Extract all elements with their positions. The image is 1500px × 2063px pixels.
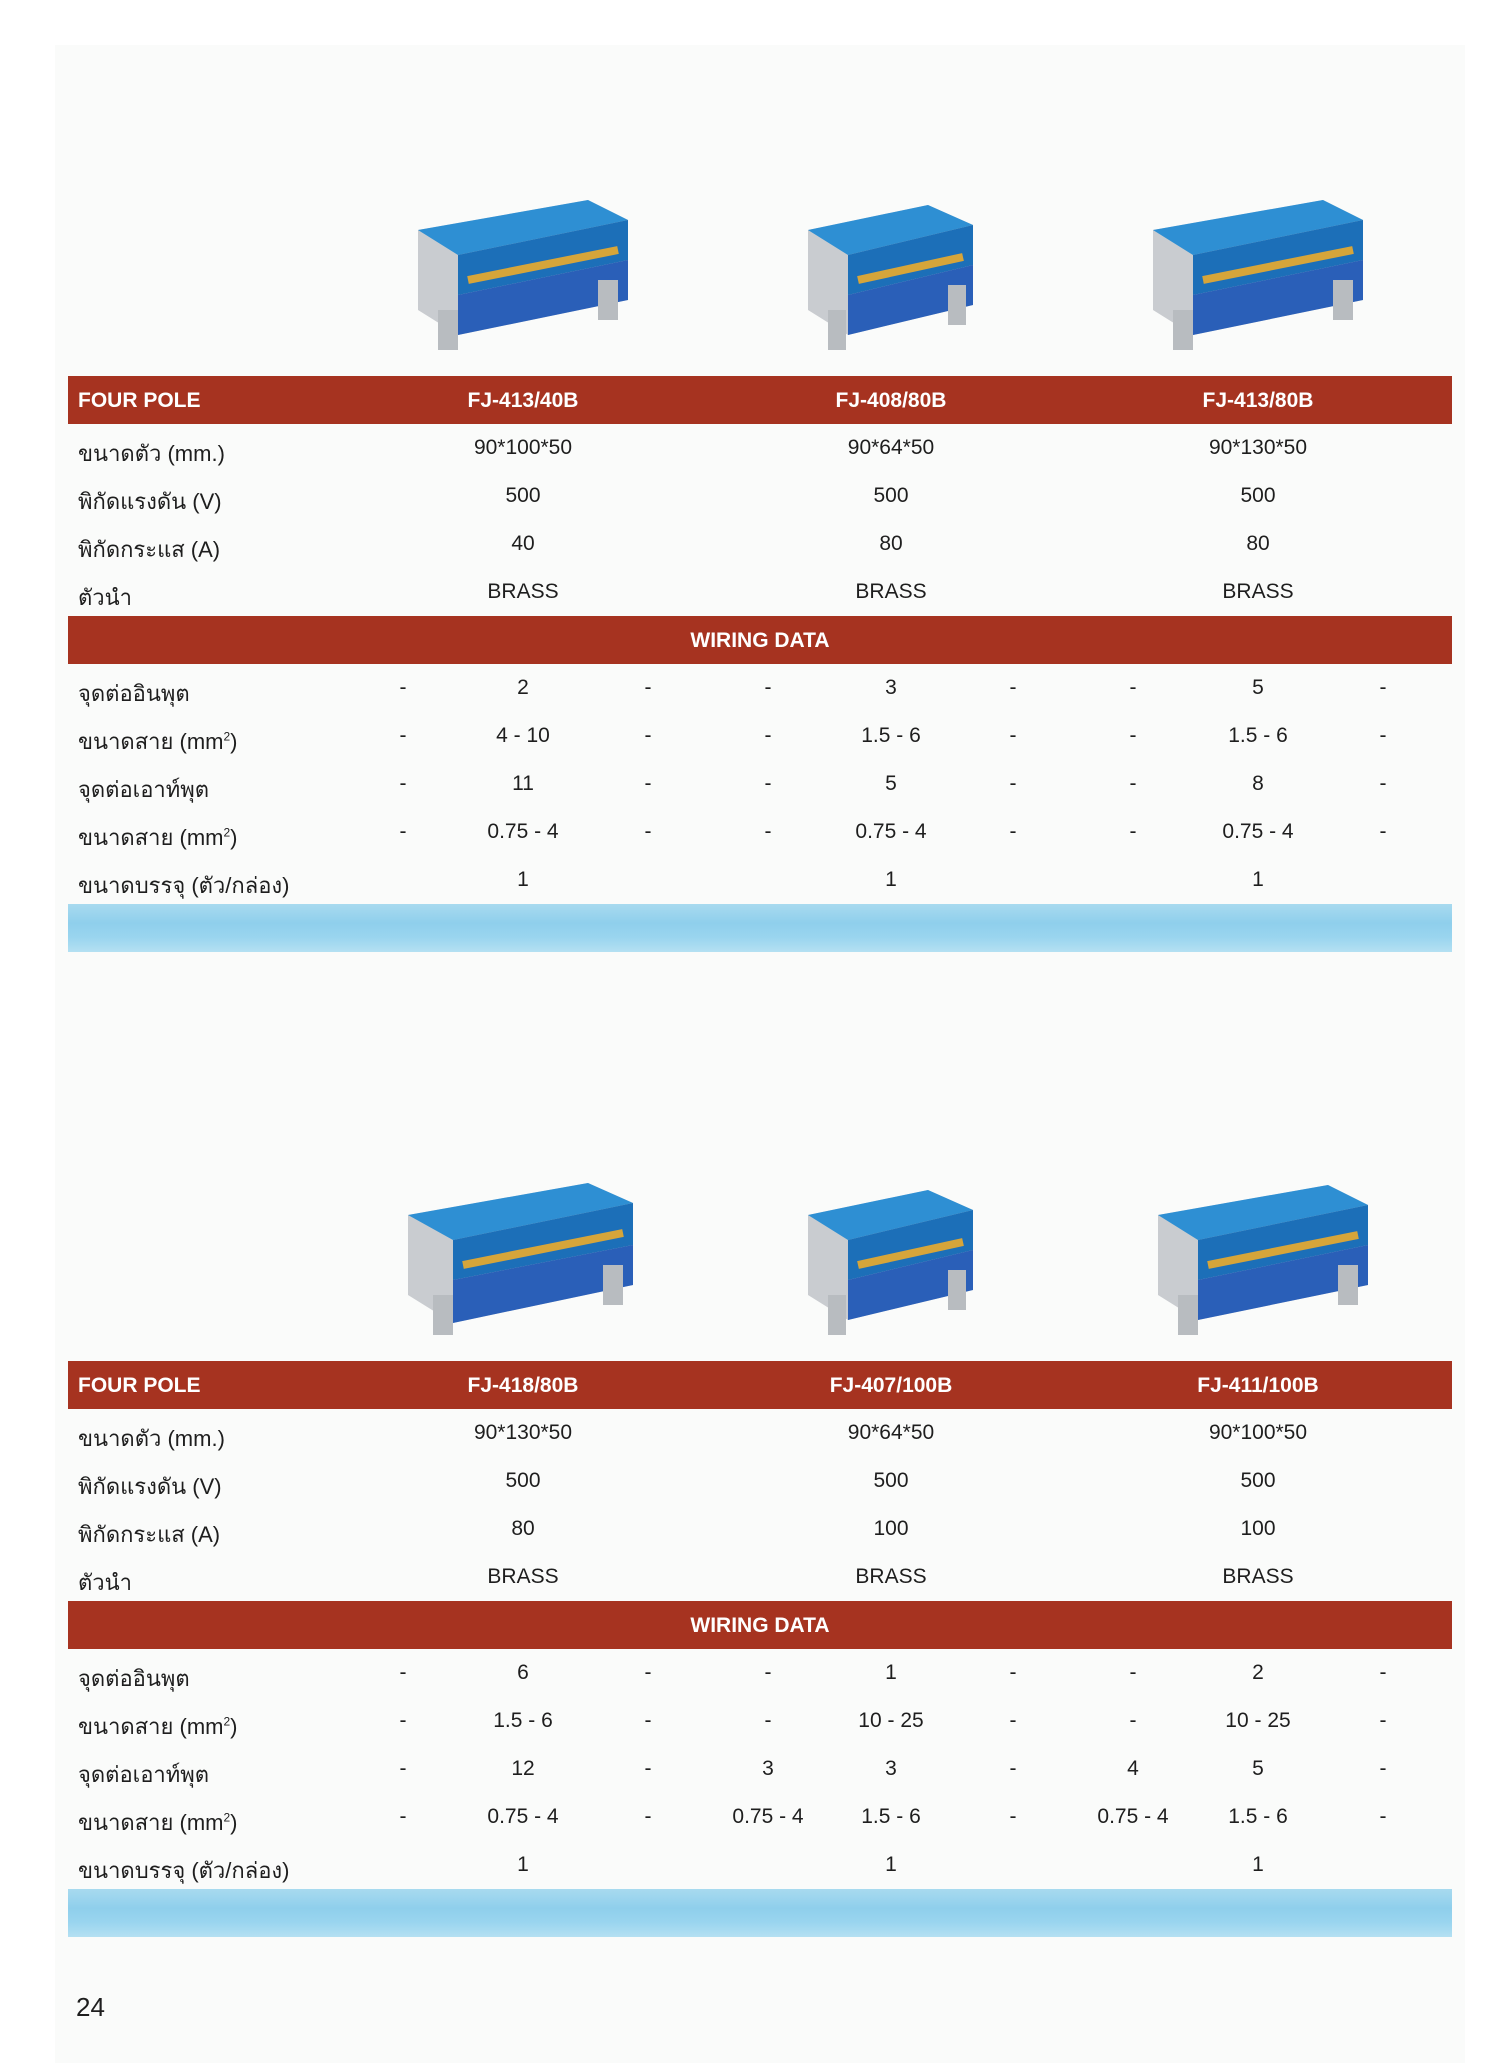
wiring-dash: - — [1129, 1709, 1137, 1732]
series-title: FOUR POLE — [78, 389, 201, 412]
wiring-value: 3 — [885, 676, 897, 699]
wiring-label: ขนาดบรรจุ (ตัว/กล่อง) — [78, 873, 290, 898]
wiring-data-title: WIRING DATA — [690, 1614, 830, 1637]
spec-value: 500 — [873, 1469, 909, 1492]
wiring-row — [68, 856, 1452, 904]
blue-band — [68, 904, 1452, 952]
wiring-value: 8 — [1252, 772, 1264, 795]
wiring-dash: - — [644, 1805, 652, 1828]
spec-label: ตัวนำ — [78, 1570, 133, 1595]
wiring-dash: - — [399, 772, 407, 795]
spec-value: 90*130*50 — [1208, 436, 1308, 459]
wiring-value: 1 — [517, 868, 529, 891]
spec-value: 100 — [873, 1517, 909, 1540]
spec-value: BRASS — [1222, 1565, 1294, 1588]
spec-value: 90*130*50 — [473, 1421, 573, 1444]
wiring-value: 1 — [885, 868, 897, 891]
wiring-label: จุดต่อเอาท์พุต — [78, 1762, 210, 1787]
wiring-dash: - — [644, 724, 652, 747]
wiring-dash: - — [1129, 820, 1137, 843]
model-name: FJ-407/100B — [829, 1374, 953, 1397]
spec-value: 500 — [505, 484, 541, 507]
spec-value: BRASS — [487, 1565, 559, 1588]
wiring-dash: - — [1379, 820, 1387, 843]
spec-label: ขนาดตัว (mm.) — [78, 441, 225, 466]
wiring-row — [68, 760, 1452, 808]
wiring-value: 6 — [517, 1661, 529, 1684]
table-header — [68, 1361, 1452, 1409]
model-name: FJ-418/80B — [467, 1374, 579, 1397]
wiring-dash: - — [764, 1661, 772, 1684]
wiring-label: ขนาดสาย $(mm^2)$ — [78, 825, 238, 850]
wiring-dash: - — [399, 1757, 407, 1780]
wiring-row — [68, 1793, 1452, 1841]
product-section-1 — [68, 160, 1452, 952]
wiring-label: จุดต่อเอาท์พุต — [78, 777, 210, 802]
wiring-value: 4 - 10 — [496, 724, 550, 747]
wiring-label: ขนาดสาย $(mm^2)$ — [78, 729, 238, 754]
wiring-value: 10 - 25 — [1225, 1709, 1291, 1732]
terminal-block-photo — [393, 1145, 643, 1345]
wiring-dash: - — [644, 772, 652, 795]
wiring-dash: - — [1379, 676, 1387, 699]
spec-row — [68, 568, 1452, 616]
wiring-value: 0.75 - 4 — [732, 1805, 804, 1828]
wiring-label: ขนาดสาย $(mm^2)$ — [78, 1714, 238, 1739]
wiring-dash: - — [644, 1709, 652, 1732]
terminal-block-photo — [788, 160, 988, 360]
wiring-row — [68, 808, 1452, 856]
wiring-value: 4 — [1127, 1757, 1139, 1780]
wiring-dash: - — [1379, 1757, 1387, 1780]
blue-band — [68, 1889, 1452, 1937]
spec-row — [68, 520, 1452, 568]
wiring-value: 2 — [1252, 1661, 1264, 1684]
wiring-row — [68, 664, 1452, 712]
terminal-block-photo — [1133, 160, 1373, 360]
spec-row — [68, 1457, 1452, 1505]
wiring-dash: - — [1009, 1709, 1017, 1732]
wiring-dash: - — [644, 820, 652, 843]
spec-value: 80 — [511, 1517, 535, 1540]
wiring-label: จุดต่ออินพุต — [78, 681, 190, 706]
spec-value: BRASS — [1222, 580, 1294, 603]
wiring-dash: - — [1129, 772, 1137, 795]
wiring-value: 1 — [1252, 1853, 1264, 1876]
spec-label: ขนาดตัว (mm.) — [78, 1426, 225, 1451]
wiring-label: จุดต่ออินพุต — [78, 1666, 190, 1691]
spec-label: พิกัดแรงดัน (V) — [78, 489, 222, 514]
wiring-value: 0.75 - 4 — [1097, 1805, 1169, 1828]
wiring-value: 11 — [512, 772, 534, 795]
wiring-data-header — [68, 616, 1452, 664]
wiring-value: 1 — [517, 1853, 529, 1876]
wiring-dash: - — [1009, 1805, 1017, 1828]
wiring-dash: - — [399, 724, 407, 747]
wiring-dash: - — [1379, 724, 1387, 747]
series-title: FOUR POLE — [78, 1374, 201, 1397]
wiring-value: 1 — [885, 1853, 897, 1876]
model-name: FJ-413/80B — [1202, 389, 1314, 412]
spec-value: BRASS — [855, 1565, 927, 1588]
wiring-row — [68, 1649, 1452, 1697]
wiring-dash: - — [764, 1709, 772, 1732]
terminal-block-photo — [398, 160, 638, 360]
page-number: 24 — [76, 1992, 105, 2022]
model-name: FJ-408/80B — [835, 389, 947, 412]
terminal-block-photo — [788, 1145, 988, 1345]
spec-value: 90*64*50 — [847, 1421, 935, 1444]
spec-value: 90*100*50 — [473, 436, 573, 459]
wiring-value: 1 — [885, 1661, 897, 1684]
wiring-dash: - — [1129, 676, 1137, 699]
spec-value: 100 — [1240, 1517, 1276, 1540]
wiring-value: 0.75 - 4 — [487, 820, 559, 843]
wiring-value: 1.5 - 6 — [1228, 1805, 1288, 1828]
wiring-dash: - — [1379, 1709, 1387, 1732]
spec-row — [68, 1553, 1452, 1601]
spec-value: 90*64*50 — [847, 436, 935, 459]
wiring-value: 1.5 - 6 — [861, 724, 921, 747]
spec-value: 90*100*50 — [1208, 1421, 1308, 1444]
wiring-value: 1.5 - 6 — [493, 1709, 553, 1732]
wiring-dash: - — [399, 1661, 407, 1684]
spec-value: 80 — [1246, 532, 1270, 555]
wiring-row — [68, 1745, 1452, 1793]
wiring-dash: - — [1379, 772, 1387, 795]
spec-value: 40 — [511, 532, 535, 555]
wiring-dash: - — [764, 676, 772, 699]
spec-value: BRASS — [487, 580, 559, 603]
wiring-dash: - — [1009, 1757, 1017, 1780]
spec-value: 500 — [873, 484, 909, 507]
model-name: FJ-413/40B — [467, 389, 579, 412]
wiring-value: 5 — [1252, 1757, 1264, 1780]
wiring-row — [68, 1841, 1452, 1889]
wiring-value: 0.75 - 4 — [487, 1805, 559, 1828]
wiring-dash: - — [764, 772, 772, 795]
wiring-dash: - — [399, 1709, 407, 1732]
wiring-value: 2 — [517, 676, 529, 699]
wiring-value: 1.5 - 6 — [1228, 724, 1288, 747]
wiring-dash: - — [399, 1805, 407, 1828]
terminal-block-photo — [1138, 1145, 1378, 1345]
spec-row — [68, 1505, 1452, 1553]
spec-label: พิกัดกระแส (A) — [78, 1522, 221, 1547]
wiring-dash: - — [644, 676, 652, 699]
spec-label: พิกัดแรงดัน (V) — [78, 1474, 222, 1499]
wiring-dash: - — [644, 1661, 652, 1684]
wiring-table — [68, 664, 1452, 904]
spec-row — [68, 472, 1452, 520]
product-section-2 — [68, 1145, 1452, 1937]
wiring-label: ขนาดสาย $(mm^2)$ — [78, 1810, 238, 1835]
product-photos — [68, 1145, 1452, 1361]
model-name: FJ-411/100B — [1197, 1374, 1319, 1397]
wiring-row — [68, 1697, 1452, 1745]
spec-row — [68, 1409, 1452, 1457]
wiring-dash: - — [1009, 724, 1017, 747]
wiring-dash: - — [1379, 1805, 1387, 1828]
spec-label: ตัวนำ — [78, 585, 133, 610]
wiring-dash: - — [1379, 1661, 1387, 1684]
product-photos — [68, 160, 1452, 376]
wiring-value: 1.5 - 6 — [861, 1805, 921, 1828]
wiring-row — [68, 712, 1452, 760]
wiring-dash: - — [399, 820, 407, 843]
wiring-table — [68, 1649, 1452, 1889]
wiring-dash: - — [1009, 676, 1017, 699]
spec-value: 500 — [1240, 484, 1276, 507]
table-header — [68, 376, 1452, 424]
wiring-data-header — [68, 1601, 1452, 1649]
wiring-dash: - — [399, 676, 407, 699]
wiring-value: 3 — [762, 1757, 774, 1780]
wiring-value: 12 — [511, 1757, 535, 1780]
wiring-dash: - — [1009, 772, 1017, 795]
spec-value: 500 — [1240, 1469, 1276, 1492]
wiring-value: 10 - 25 — [858, 1709, 924, 1732]
wiring-value: 5 — [885, 772, 897, 795]
wiring-dash: - — [1129, 724, 1137, 747]
spec-row — [68, 424, 1452, 472]
spec-value: BRASS — [855, 580, 927, 603]
wiring-value: 0.75 - 4 — [1222, 820, 1294, 843]
spec-value: 80 — [879, 532, 903, 555]
spec-value: 500 — [505, 1469, 541, 1492]
wiring-dash: - — [1009, 820, 1017, 843]
wiring-value: 5 — [1252, 676, 1264, 699]
wiring-dash: - — [644, 1757, 652, 1780]
wiring-value: 3 — [885, 1757, 897, 1780]
wiring-data-title: WIRING DATA — [690, 629, 830, 652]
wiring-dash: - — [1129, 1661, 1137, 1684]
wiring-dash: - — [764, 820, 772, 843]
wiring-dash: - — [1009, 1661, 1017, 1684]
wiring-dash: - — [764, 724, 772, 747]
wiring-value: 0.75 - 4 — [855, 820, 927, 843]
spec-label: พิกัดกระแส (A) — [78, 537, 221, 562]
wiring-value: 1 — [1252, 868, 1264, 891]
wiring-label: ขนาดบรรจุ (ตัว/กล่อง) — [78, 1858, 290, 1883]
